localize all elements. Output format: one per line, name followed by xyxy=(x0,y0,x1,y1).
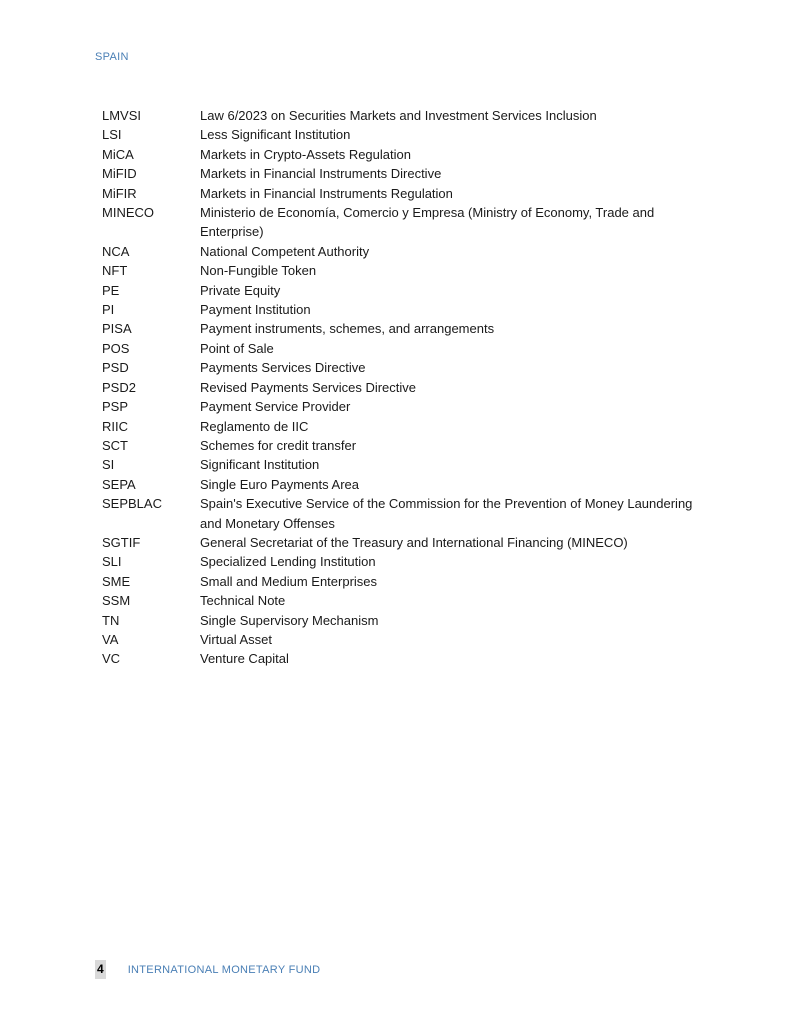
abbreviation-row xyxy=(102,417,702,436)
abbreviation-definition: Private Equity xyxy=(200,282,281,298)
abbreviation-term: SGTIF xyxy=(102,534,141,550)
abbreviation-definition: Less Significant Institution xyxy=(200,127,351,143)
abbreviation-definition: Law 6/2023 on Securities Markets and Investment Services Inclusion xyxy=(200,108,597,123)
abbreviation-term: VC xyxy=(102,651,121,667)
abbreviation-row xyxy=(102,339,702,358)
abbreviation-row xyxy=(102,436,702,455)
abbreviation-row xyxy=(102,378,702,397)
abbreviation-row xyxy=(102,397,702,416)
abbreviation-row xyxy=(102,611,702,630)
abbreviation-definition: Markets in Financial Instruments Directive xyxy=(200,166,442,182)
abbreviation-row xyxy=(102,358,702,377)
abbreviation-row xyxy=(102,533,702,552)
abbreviation-term: POS xyxy=(102,340,130,356)
abbreviation-definition: National Competent Authority xyxy=(200,243,370,259)
abbreviation-row xyxy=(102,630,702,649)
abbreviation-term: NFT xyxy=(102,263,128,279)
abbreviation-term: PE xyxy=(102,282,120,298)
abbreviation-row xyxy=(102,591,702,610)
abbreviation-definition: Payments Services Directive xyxy=(200,360,366,376)
abbreviation-row xyxy=(102,125,702,144)
abbreviation-row xyxy=(102,184,702,203)
abbreviation-definition: Single Euro Payments Area xyxy=(200,476,359,492)
abbreviation-list xyxy=(102,106,702,669)
abbreviation-definition: Single Supervisory Mechanism xyxy=(200,612,379,628)
abbreviation-definition: Significant Institution xyxy=(200,457,320,473)
abbreviation-term: SME xyxy=(102,573,131,589)
abbreviation-term: SEPA xyxy=(102,476,136,492)
abbreviation-definition: Payment instruments, schemes, and arrangements xyxy=(200,321,495,337)
abbreviation-definition: Ministerio de Economía, Comercio y Empresa (Ministry of Economy, Trade and Enterprise) xyxy=(200,205,655,240)
abbreviation-row xyxy=(102,552,702,571)
abbreviation-definition: Reglamento de IIC xyxy=(200,418,309,434)
page-number: 4 xyxy=(95,960,106,979)
abbreviation-row xyxy=(102,649,702,668)
abbreviation-term: SI xyxy=(102,457,115,473)
abbreviation-definition: Small and Medium Enterprises xyxy=(200,573,378,589)
abbreviation-term: LMVSI xyxy=(102,108,142,123)
abbreviation-row xyxy=(102,494,702,533)
abbreviation-term: TN xyxy=(102,612,120,628)
abbreviation-definition: Schemes for credit transfer xyxy=(200,437,357,453)
abbreviation-row xyxy=(102,145,702,164)
abbreviation-term: PSD2 xyxy=(102,379,136,395)
abbreviation-definition: Spain's Executive Service of the Commission for the Prevention of Money Laundering and Monetary Offenses xyxy=(200,496,693,531)
abbreviation-definition: Point of Sale xyxy=(200,340,274,356)
running-header: SPAIN xyxy=(95,51,129,63)
abbreviation-term: SSM xyxy=(102,593,131,609)
abbreviation-row xyxy=(102,455,702,474)
abbreviation-definition: Specialized Lending Institution xyxy=(200,554,376,570)
abbreviation-term: SEPBLAC xyxy=(102,496,162,512)
abbreviation-definition: Markets in Crypto-Assets Regulation xyxy=(200,146,411,162)
abbreviation-term: LSI xyxy=(102,127,122,143)
abbreviation-row xyxy=(102,106,702,125)
abbreviation-term: MINECO xyxy=(102,205,154,221)
abbreviation-row xyxy=(102,475,702,494)
abbreviation-row xyxy=(102,572,702,591)
abbreviation-term: PI xyxy=(102,302,115,318)
abbreviation-row xyxy=(102,281,702,300)
abbreviation-term: PISA xyxy=(102,321,132,337)
abbreviation-term: PSP xyxy=(102,399,129,415)
abbreviation-term: MiCA xyxy=(102,146,134,162)
page-footer xyxy=(95,960,320,979)
abbreviation-term: RIIC xyxy=(102,418,128,434)
footer-organization: INTERNATIONAL MONETARY FUND xyxy=(127,963,321,976)
abbreviation-row xyxy=(102,261,702,280)
abbreviation-definition: General Secretariat of the Treasury and International Financing (MINECO) xyxy=(200,534,628,550)
abbreviation-definition: Revised Payments Services Directive xyxy=(200,379,417,395)
abbreviation-term: PSD xyxy=(102,360,129,376)
abbreviation-term: SCT xyxy=(102,437,128,453)
abbreviation-term: NCA xyxy=(102,243,130,259)
abbreviation-term: SLI xyxy=(102,554,122,570)
abbreviation-row xyxy=(102,300,702,319)
abbreviation-row xyxy=(102,319,702,338)
abbreviation-definition: Markets in Financial Instruments Regulation xyxy=(200,185,453,201)
abbreviation-term: VA xyxy=(102,631,119,647)
abbreviation-definition: Non-Fungible Token xyxy=(200,263,317,279)
abbreviation-term: MiFID xyxy=(102,166,137,182)
abbreviation-term: MiFIR xyxy=(102,185,137,201)
abbreviation-definition: Payment Institution xyxy=(200,302,311,318)
abbreviation-row xyxy=(102,164,702,183)
abbreviation-row xyxy=(102,242,702,261)
abbreviation-definition: Payment Service Provider xyxy=(200,399,351,415)
abbreviation-definition: Venture Capital xyxy=(200,651,289,667)
abbreviation-definition: Virtual Asset xyxy=(200,631,273,647)
abbreviation-row xyxy=(102,203,702,242)
abbreviation-definition: Technical Note xyxy=(200,593,286,609)
